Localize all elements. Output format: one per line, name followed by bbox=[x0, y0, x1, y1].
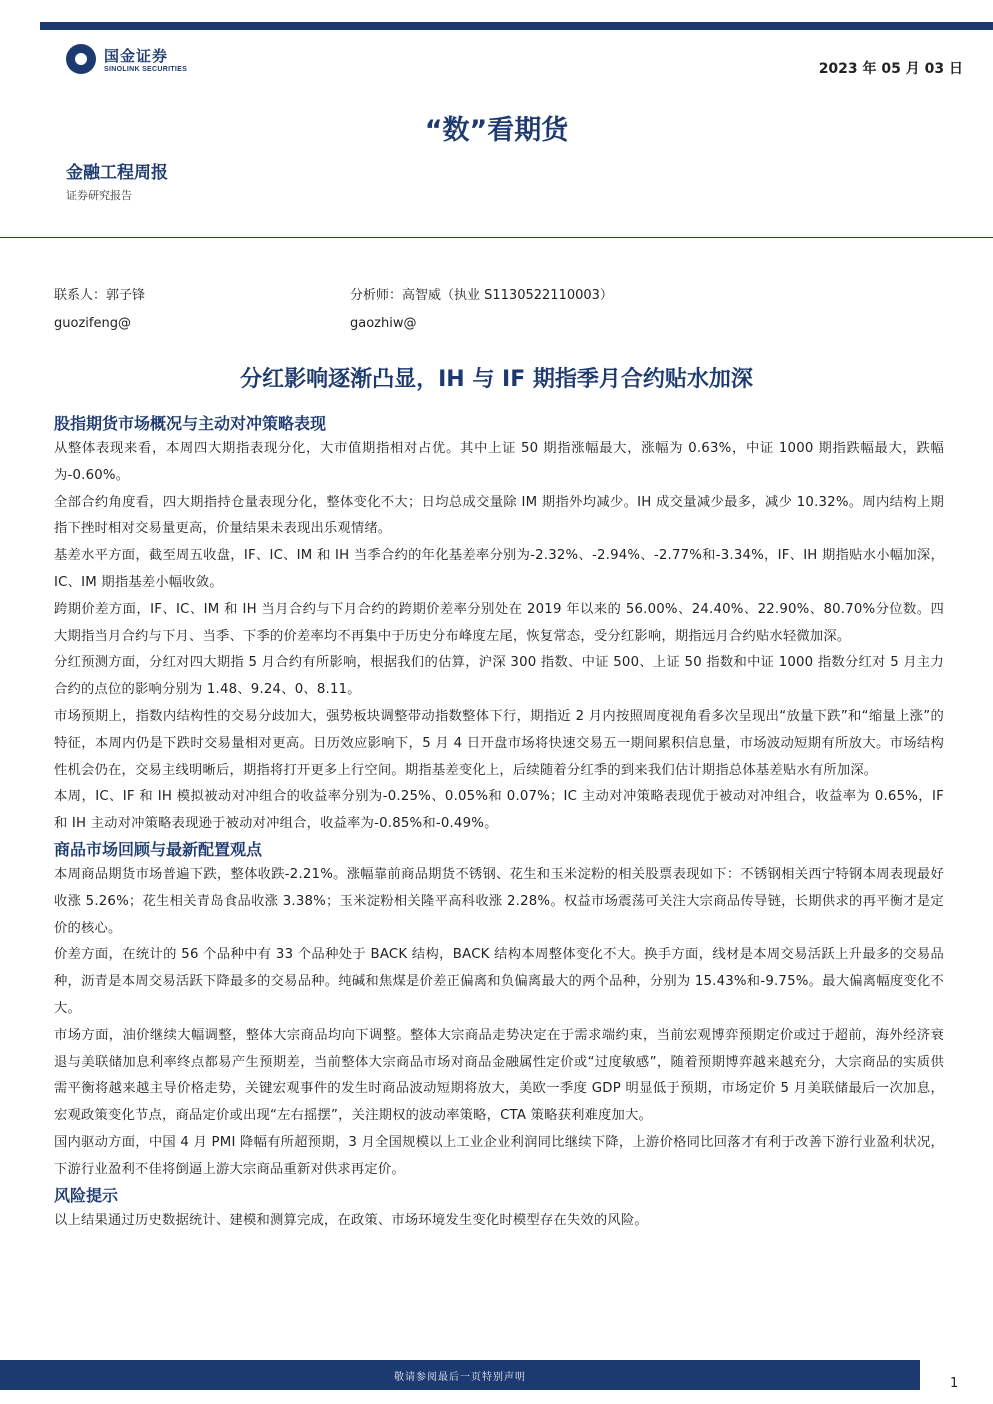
contact-email[interactable]: guozifeng@ bbox=[54, 316, 131, 331]
paragraph: 市场方面，油价继续大幅调整，整体大宗商品均向下调整。整体大宗商品走势决定在于需求端约束，当前宏观博弈预期定价或过于超前，海外经济衰退与美联储加息利率终点都易产生预期差，当前整体大宗商品市场对商品金融属性定价或“过度敏感”，随着预期博弈越来越充分，大宗商品的实质供需平衡将越来越主导价格走势，关键宏观事件的发生时商品波动短期将放大，美欧一季度 GDP 明显低于预期，市场定价 5 月美联储最后一次加息，宏观政策变化节点，商品定价或出现“左右摇摆”，关注期权的波动率策略，CTA 策略获利难度加大。 bbox=[54, 1027, 944, 1124]
contact-name: 联系人：郭子锋 bbox=[54, 288, 146, 303]
analyst-block bbox=[350, 282, 613, 338]
footer-disclaimer-note: 敬请参阅最后一页特别声明 bbox=[394, 1372, 526, 1383]
logo-en-text: SINOLINK SECURITIES bbox=[104, 66, 188, 73]
paragraph: 全部合约角度看，四大期指持仓量表现分化，整体变化不大；日均总成交量除 IM 期指外均减少。IH 成交量减少最多，减少 10.32%。周内结构上期指下挫时相对交易量更高，价量结果未表现出乐观情绪。 bbox=[54, 494, 944, 537]
paragraph: 基差水平方面，截至周五收盘，IF、IC、IM 和 IH 当季合约的年化基差率分别为-2.32%、-2.94%、-2.77%和-3.34%，IF、IH 期指贴水小幅加深，IC、IM 期指基差小幅收敛。 bbox=[54, 548, 944, 590]
header-divider bbox=[0, 237, 993, 238]
paragraph: 本周，IC、IF 和 IH 模拟被动对冲组合的收益率分别为-0.25%、0.05%和 0.07%；IC 主动对冲策略表现优于被动对冲组合，收益率为 0.65%，IF 和 IH 主动对冲策略表现逊于被动对冲组合，收益率为-0.85%和-0.49%。 bbox=[54, 789, 944, 832]
paragraph: 跨期价差方面，IF、IC、IM 和 IH 当月合约与下月合约的跨期价差率分别处在 2019 年以来的 56.00%、24.40%、22.90%、80.70%分位数。四大期指当月合约与下月、当季、下季的价差率均不再集中于历史分布峰度左尾，恢复常态，受分红影响，期指远月合约贴水轻微加深。 bbox=[54, 601, 944, 644]
paragraph: 市场预期上，指数内结构性的交易分歧加大，强势板块调整带动指数整体下行，期指近 2 月内按照周度视角看多次呈现出“放量下跌”和“缩量上涨”的特征，本周内仍是下跌时交易量相对更高。日历效应影响下，5 月 4 日开盘市场将快速交易五一期间累积信息量，市场波动短期有所放大。市场结构性机会仍在，交易主线明晰后，期指将打开更多上行空间。期指基差变化上，后续随着分红季的到来我们估计期指总体基差贴水有所加深。 bbox=[54, 708, 944, 778]
section-title: 风险提示 bbox=[54, 1185, 119, 1205]
report-body bbox=[54, 412, 944, 1234]
analyst-email[interactable]: gaozhiw@ bbox=[350, 316, 417, 331]
paragraph: 国内驱动方面，中国 4 月 PMI 降幅有所超预期，3 月全国规模以上工业企业利润同比继续下降，上游价格同比回落才有利于改善下游行业盈利状况，下游行业盈利不佳将倒逼上游大宗商品重新对供求再定价。 bbox=[54, 1134, 944, 1177]
document-title: “数”看期货 bbox=[424, 115, 569, 146]
report-headline: 分红影响逐渐凸显，IH 与 IF 期指季月合约贴水加深 bbox=[240, 367, 753, 392]
section-title: 股指期货市场概况与主动对冲策略表现 bbox=[54, 414, 327, 433]
analyst-name: 分析师：高智威（执业 S1130522110003） bbox=[350, 288, 613, 303]
logo-cn-text: 国金证券 bbox=[104, 47, 169, 65]
paragraph: 以上结果通过历史数据统计、建模和测算完成，在政策、市场环境发生变化时模型存在失效的风险。 bbox=[54, 1212, 648, 1228]
paragraph: 价差方面，在统计的 56 个品种中有 33 个品种处于 BACK 结构，BACK 结构本周整体变化不大。换手方面，线材是本周交易活跃上升最多的交易品种，沥青是本周交易活跃下降最多的交易品种。纯碱和焦煤是价差正偏离和负偏离最大的两个品种，分别为 15.43%和-9.75%。最大偏离幅度变化不大。 bbox=[54, 947, 944, 1016]
paragraph: 分红预测方面，分红对四大期指 5 月合约有所影响，根据我们的估算，沪深 300 指数、中证 500、上证 50 指数和中证 1000 指数分红对 5 月主力合约的点位的影响分别为 1.48、9.24、0、8.11。 bbox=[54, 655, 944, 698]
company-logo bbox=[66, 44, 187, 74]
report-series: 金融工程周报 bbox=[66, 163, 168, 183]
logo-mark-icon bbox=[66, 44, 96, 74]
paragraph: 本周商品期货市场普遍下跌，整体收跌-2.21%。涨幅靠前商品期货不锈钢、花生和玉米淀粉的相关股票表现如下：不锈钢相关西宁特钢本周表现最好收涨 5.26%；花生相关青岛食品收涨 3.38%；玉米淀粉相关隆平高科收涨 2.28%。权益市场震荡可关注大宗商品传导链，长期供求的再平衡才是定价的核心。 bbox=[54, 866, 944, 936]
report-date: 2023 年 05 月 03 日 bbox=[818, 61, 963, 77]
page-number: 1 bbox=[950, 1376, 959, 1391]
section-title: 商品市场回顾与最新配置观点 bbox=[54, 839, 263, 859]
contact-block bbox=[54, 282, 145, 338]
report-type: 证券研究报告 bbox=[66, 189, 132, 202]
paragraph: 从整体表现来看，本周四大期指表现分化，大市值期指相对占优。其中上证 50 期指涨幅最大，涨幅为 0.63%，中证 1000 期指跌幅最大，跌幅为-0.60%。 bbox=[54, 441, 944, 483]
